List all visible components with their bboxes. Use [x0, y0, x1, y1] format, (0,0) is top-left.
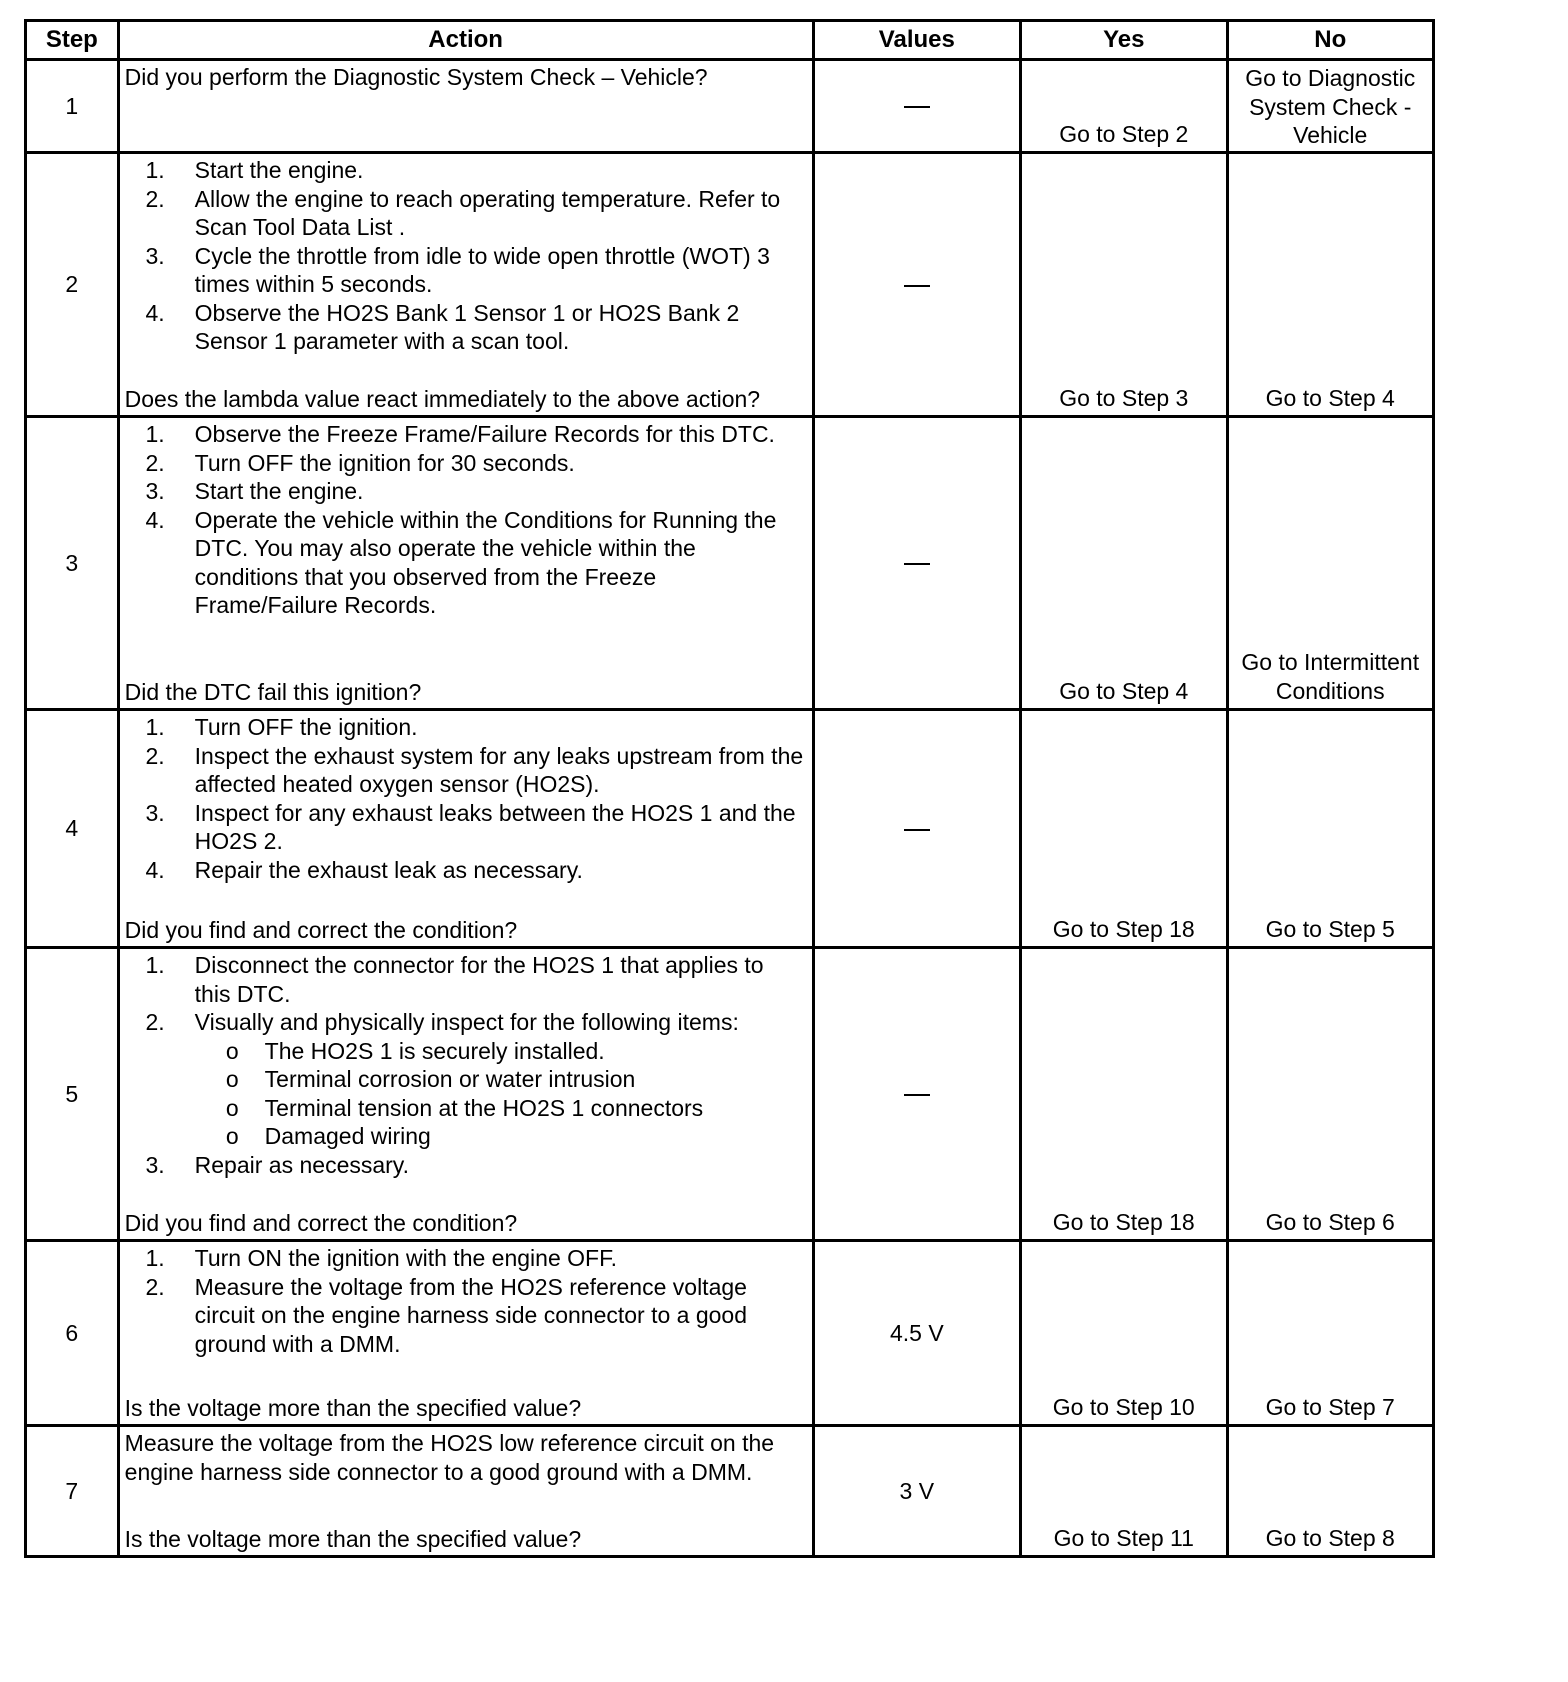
header-no: No [1227, 21, 1434, 60]
header-step: Step [26, 21, 119, 60]
step-number: 6 [26, 1241, 119, 1426]
no-link[interactable]: Go to Intermittent Conditions [1241, 649, 1420, 704]
yes-cell [1021, 153, 1227, 417]
no-link[interactable]: Go to Step 6 [1265, 1208, 1395, 1235]
step-number: 1 [26, 60, 119, 153]
value-cell [813, 60, 1020, 153]
no-cell [1227, 1241, 1434, 1426]
yes-cell [1021, 948, 1227, 1241]
dash-value [904, 1094, 930, 1096]
list-item: 1. Disconnect the connector for the HO2S 1 that applies to this DTC. [145, 952, 764, 1007]
inspection-checklist [125, 1037, 806, 1151]
list-item: 4. Repair the exhaust leak as necessary. [145, 856, 583, 883]
list-item: 1. Start the engine. [145, 157, 364, 183]
action-steps [125, 420, 806, 620]
action-cell [118, 1241, 813, 1426]
action-question: Is the voltage more than the specified value? [124, 1394, 582, 1421]
list-item: 1. Observe the Freeze Frame/Failure Records for this DTC. [145, 421, 775, 447]
table-row-step-1 [26, 60, 1434, 153]
dash-value [904, 829, 930, 831]
no-link[interactable]: Go to Step 8 [1265, 1524, 1395, 1551]
yes-cell [1021, 417, 1227, 710]
list-item: 4. Operate the vehicle within the Conditions for Running the DTC. You may also operate the vehicle within the conditions that you observed from the Freeze Frame/Failure Records. [145, 506, 777, 618]
yes-link[interactable]: Go to Step 18 [1052, 1208, 1195, 1235]
table-row-step-2 [26, 153, 1434, 417]
value-cell [813, 417, 1020, 710]
action-question: Did you find and correct the condition? [124, 1209, 518, 1236]
list-item: o Damaged wiring [225, 1123, 431, 1149]
list-item: 2. Visually and physically inspect for the following items: [145, 1009, 739, 1035]
step-number: 7 [26, 1426, 119, 1557]
action-question: Did the DTC fail this ignition? [124, 678, 422, 705]
table-row-step-7 [26, 1426, 1434, 1557]
action-steps [125, 1244, 806, 1358]
value-cell [813, 153, 1020, 417]
value-cell: 4.5 V [813, 1241, 1020, 1426]
action-cell [118, 948, 813, 1241]
yes-cell [1021, 1426, 1227, 1557]
no-link[interactable]: Go to Step 7 [1265, 1393, 1395, 1420]
no-cell [1227, 60, 1434, 153]
list-item: 3. Inspect for any exhaust leaks between the HO2S 1 and the HO2S 2. [145, 799, 796, 854]
yes-cell [1021, 1241, 1227, 1426]
value-cell: 3 V [813, 1426, 1020, 1557]
yes-link[interactable]: Go to Step 11 [1053, 1524, 1194, 1551]
step-number: 2 [26, 153, 119, 417]
step-number: 5 [26, 948, 119, 1241]
list-item: 1. Turn ON the ignition with the engine OFF. [145, 1245, 617, 1271]
action-steps [125, 713, 806, 884]
action-text: Did you perform the Diagnostic System Check – Vehicle? [124, 64, 708, 90]
table-row-step-5 [26, 948, 1434, 1241]
list-item: o The HO2S 1 is securely installed. [225, 1037, 605, 1064]
no-link[interactable]: Go to Diagnostic System Check - Vehicle [1245, 65, 1416, 148]
list-item: 1. Turn OFF the ignition. [145, 714, 418, 740]
table-row-step-6 [26, 1241, 1434, 1426]
yes-cell [1021, 60, 1227, 153]
list-item: 3. Repair as necessary. [145, 1151, 409, 1178]
no-cell [1227, 153, 1434, 417]
action-steps [125, 1151, 806, 1180]
yes-link[interactable]: Go to Step 2 [1059, 120, 1189, 147]
dash-value [904, 285, 930, 287]
header-row [26, 21, 1434, 60]
action-cell [118, 1426, 813, 1557]
list-item: 2. Inspect the exhaust system for any leaks upstream from the affected heated oxygen sensor (HO2S). [145, 742, 804, 797]
list-item: 4. Observe the HO2S Bank 1 Sensor 1 or HO2S Bank 2 Sensor 1 parameter with a scan tool. [145, 299, 740, 354]
action-steps [125, 156, 806, 356]
list-item: 2. Turn OFF the ignition for 30 seconds. [145, 449, 575, 476]
yes-link[interactable]: Go to Step 18 [1052, 915, 1195, 942]
action-cell [118, 710, 813, 948]
no-cell [1227, 417, 1434, 710]
list-item: 3. Start the engine. [145, 478, 364, 504]
action-text: Measure the voltage from the HO2S low reference circuit on the engine harness side connector to a good ground with a DMM. [124, 1430, 775, 1485]
action-question: Does the lambda value react immediately to the above action? [124, 385, 761, 412]
yes-cell [1021, 710, 1227, 948]
action-steps [125, 951, 806, 1037]
list-item: 3. Cycle the throttle from idle to wide open throttle (WOT) 3 times within 5 seconds. [145, 242, 770, 297]
action-cell [118, 153, 813, 417]
no-link[interactable]: Go to Step 5 [1265, 915, 1395, 942]
no-cell [1227, 710, 1434, 948]
no-cell [1227, 948, 1434, 1241]
list-item: 2. Allow the engine to reach operating temperature. Refer to Scan Tool Data List . [145, 185, 781, 240]
action-question: Is the voltage more than the specified value? [124, 1525, 582, 1552]
list-item: o Terminal tension at the HO2S 1 connectors [225, 1094, 704, 1121]
no-cell [1227, 1426, 1434, 1557]
header-action: Action [118, 21, 813, 60]
no-link[interactable]: Go to Step 4 [1265, 384, 1395, 411]
yes-link[interactable]: Go to Step 3 [1059, 384, 1189, 411]
table-row-step-4 [26, 710, 1434, 948]
yes-link[interactable]: Go to Step 10 [1052, 1393, 1195, 1420]
yes-link[interactable]: Go to Step 4 [1059, 677, 1189, 704]
diagnostic-table [24, 19, 1435, 1558]
table-row-step-3 [26, 417, 1434, 710]
step-number: 3 [26, 417, 119, 710]
step-number: 4 [26, 710, 119, 948]
value-cell [813, 710, 1020, 948]
dash-value [904, 563, 930, 565]
value-cell [813, 948, 1020, 1241]
header-yes: Yes [1021, 21, 1227, 60]
action-cell [118, 417, 813, 710]
action-cell [118, 60, 813, 153]
list-item: o Terminal corrosion or water intrusion [225, 1066, 636, 1092]
list-item: 2. Measure the voltage from the HO2S reference voltage circuit on the engine harness side connector to a good ground with a DMM. [145, 1273, 748, 1357]
header-values: Values [813, 21, 1020, 60]
action-question: Did you find and correct the condition? [124, 916, 518, 943]
dash-value [904, 106, 930, 108]
